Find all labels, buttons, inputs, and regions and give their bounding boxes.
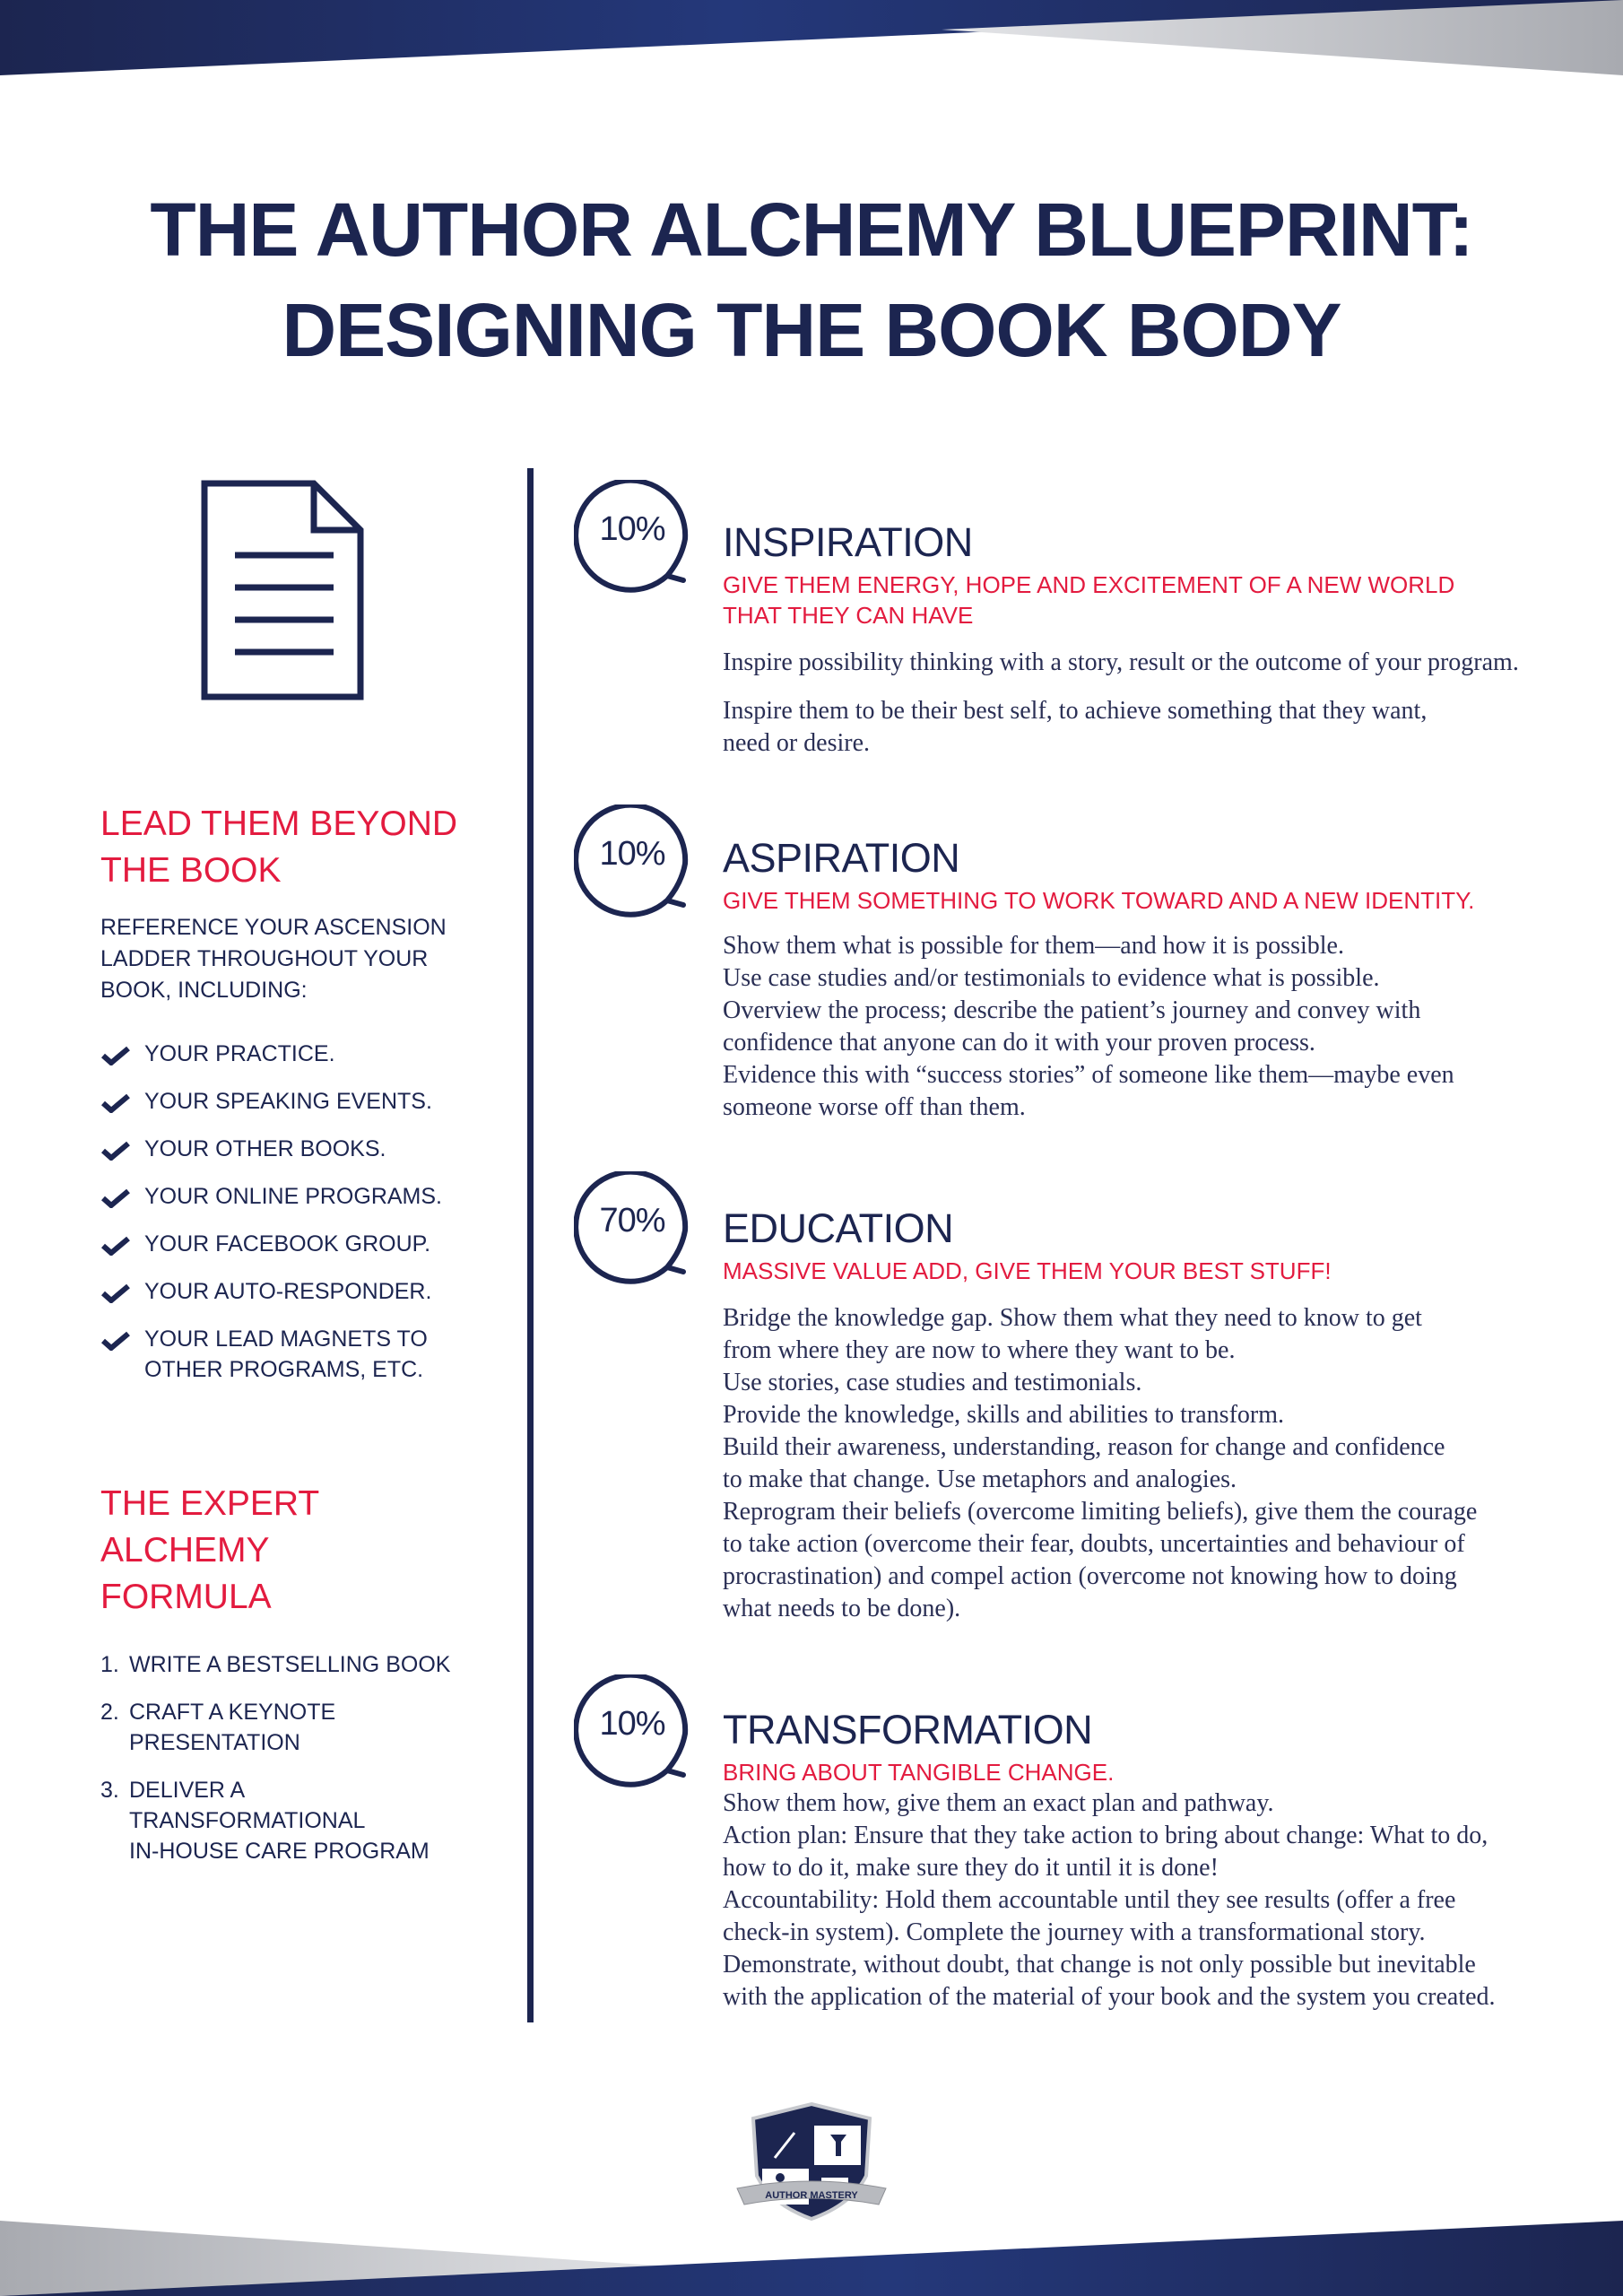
list-item: YOUR LEAD MAGNETS TO OTHER PROGRAMS, ETC. <box>100 1324 495 1385</box>
section-subheading: GIVE THEM SOMETHING TO WORK TOWARD AND A NEW IDENTITY. <box>723 887 1475 914</box>
lead-beyond-block <box>100 801 495 1402</box>
percent-badge: 70% <box>574 1171 694 1292</box>
list-item: YOUR AUTO-RESPONDER. <box>100 1276 495 1307</box>
list-item: 3. DELIVER A TRANSFORMATIONAL IN-HOUSE CARE PROGRAM <box>100 1778 430 1864</box>
list-item: YOUR SPEAKING EVENTS. <box>100 1086 495 1117</box>
section-heading: TRANSFORMATION <box>723 1707 1093 1752</box>
checkmark-icon <box>100 1188 131 1208</box>
list-item: YOUR FACEBOOK GROUP. <box>100 1229 495 1259</box>
section-body: Show them how, give them an exact plan and pathway. Action plan: Ensure that they take action to bring about change: What to do, how to do it, make sure they do it until it is done! Accountability: Hold them accountable until they see results (offer a free check-in system). Complete the journey with a transformational story. Demonstrate, without doubt, that change is not only possible but inevitable with the application of the material of your book and the system you created. <box>723 1789 1496 2011</box>
percent-badge: 10% <box>574 480 694 600</box>
checkmark-icon <box>100 1283 131 1303</box>
section-transformation <box>723 1705 1566 2013</box>
section-body: Show them what is possible for them—and how it is possible. Use case studies and/or testimonials to evidence what is possible. Overview the process; describe the patient’s journey and convey with confidence that anyone can do it with your proven process. Evidence this with “success stories” of someone like them—maybe even someone worse off than them. <box>723 932 1454 1121</box>
ascension-checklist <box>100 1039 495 1385</box>
section-inspiration <box>723 517 1566 760</box>
top-decorative-band <box>0 0 1623 75</box>
list-item: 2. CRAFT A KEYNOTE PRESENTATION <box>100 1700 336 1755</box>
title-line-1: THE AUTHOR ALCHEMY BLUEPRINT: <box>150 187 1473 272</box>
section-subheading: BRING ABOUT TANGIBLE CHANGE. <box>723 1759 1115 1786</box>
author-mastery-logo <box>735 2099 888 2224</box>
lead-beyond-heading: LEAD THEM BEYOND THE BOOK <box>100 804 458 890</box>
checkmark-icon <box>100 1141 131 1161</box>
list-item: YOUR OTHER BOOKS. <box>100 1134 495 1164</box>
section-aspiration <box>723 833 1566 1124</box>
checkmark-icon <box>100 1093 131 1113</box>
document-icon <box>197 478 368 702</box>
section-subheading: GIVE THEM ENERGY, HOPE AND EXCITEMENT OF A NEW WORLD THAT THEY CAN HAVE <box>723 571 1455 629</box>
list-item: YOUR PRACTICE. <box>100 1039 495 1069</box>
formula-heading: THE EXPERT ALCHEMY FORMULA <box>100 1484 319 1616</box>
section-education <box>723 1204 1566 1625</box>
formula-list <box>100 1649 495 1866</box>
checkmark-icon <box>100 1046 131 1065</box>
checkmark-icon <box>100 1331 131 1351</box>
section-heading: INSPIRATION <box>723 519 973 565</box>
formula-block <box>100 1481 495 1883</box>
column-divider <box>527 468 534 2022</box>
logo-text: AUTHOR MASTERY <box>765 2190 858 2201</box>
percent-badge: 10% <box>574 1674 694 1795</box>
list-item: 1. WRITE A BESTSELLING BOOK <box>100 1652 451 1677</box>
section-body: Bridge the knowledge gap. Show them what they need to know to get from where they are now to where they want to be. Use stories, case studies and testimonials. Provide the knowledge, skills and abilities to transform. Build their awareness, understanding, reason for change and confidence to make that change. Use metaphors and analogies. Reprogram their beliefs (overcome limiting beliefs), give them the courage to take action (overcome their fear, doubts, uncertainties and behaviour of procrastination) and compel action (overcome not knowing how to doing what needs to be done). <box>723 1304 1478 1622</box>
lead-beyond-intro: REFERENCE YOUR ASCENSION LADDER THROUGHOUT YOUR BOOK, INCLUDING: <box>100 915 447 1003</box>
section-body: Inspire possibility thinking with a story, result or the outcome of your program. Inspire them to be their best self, to achieve something that they want, need or desire. <box>723 648 1519 757</box>
title-line-2: DESIGNING THE BOOK BODY <box>282 288 1341 372</box>
section-heading: EDUCATION <box>723 1205 954 1251</box>
checkmark-icon <box>100 1236 131 1256</box>
percent-badge: 10% <box>574 804 694 925</box>
section-heading: ASPIRATION <box>723 835 960 881</box>
page-title <box>0 179 1623 380</box>
section-subheading: MASSIVE VALUE ADD, GIVE THEM YOUR BEST STUFF! <box>723 1257 1332 1284</box>
bottom-decorative-band <box>0 2221 1623 2296</box>
list-item: YOUR ONLINE PROGRAMS. <box>100 1181 495 1212</box>
